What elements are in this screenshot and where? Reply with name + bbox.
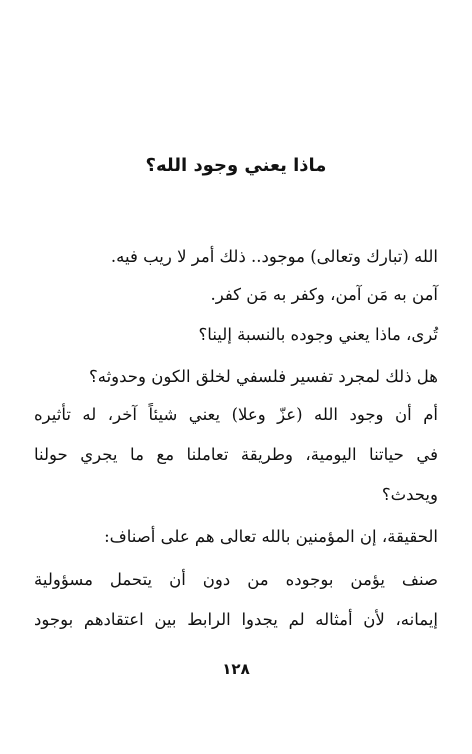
text-line: الله (تبارك وتعالى) موجود.. ذلك أمر لا ريب فيه.: [110, 247, 438, 266]
text-line: هل ذلك لمجرد تفسير فلسفي لخلق الكون وحدوثه؟: [88, 367, 438, 386]
text-line: ويحدث؟: [381, 485, 438, 504]
text-line: إيمانه، لأن أمثاله لم يجدوا الرابط بين اعتقادهم بوجود: [34, 610, 438, 629]
text-line: تُرى، ماذا يعني وجوده بالنسبة إلينا؟: [198, 325, 438, 344]
text-line: أم أن وجود الله (عزّ وعلا) يعني شيئاً آخر، له تأثيره: [34, 405, 438, 424]
page-number: ١٢٨: [222, 660, 250, 678]
text-line: في حياتنا اليومية، وطريقة تعاملنا مع ما يجري حولنا: [34, 445, 438, 464]
text-line: الحقيقة، إن المؤمنين بالله تعالى هم على أصناف:: [104, 527, 438, 546]
chapter-title: ماذا يعني وجود الله؟: [145, 155, 327, 176]
text-line: صنف يؤمن بوجوده من دون أن يتحمل مسؤولية: [34, 570, 438, 589]
text-line: آمن به مَن آمن، وكفر به مَن كفر.: [210, 285, 438, 304]
